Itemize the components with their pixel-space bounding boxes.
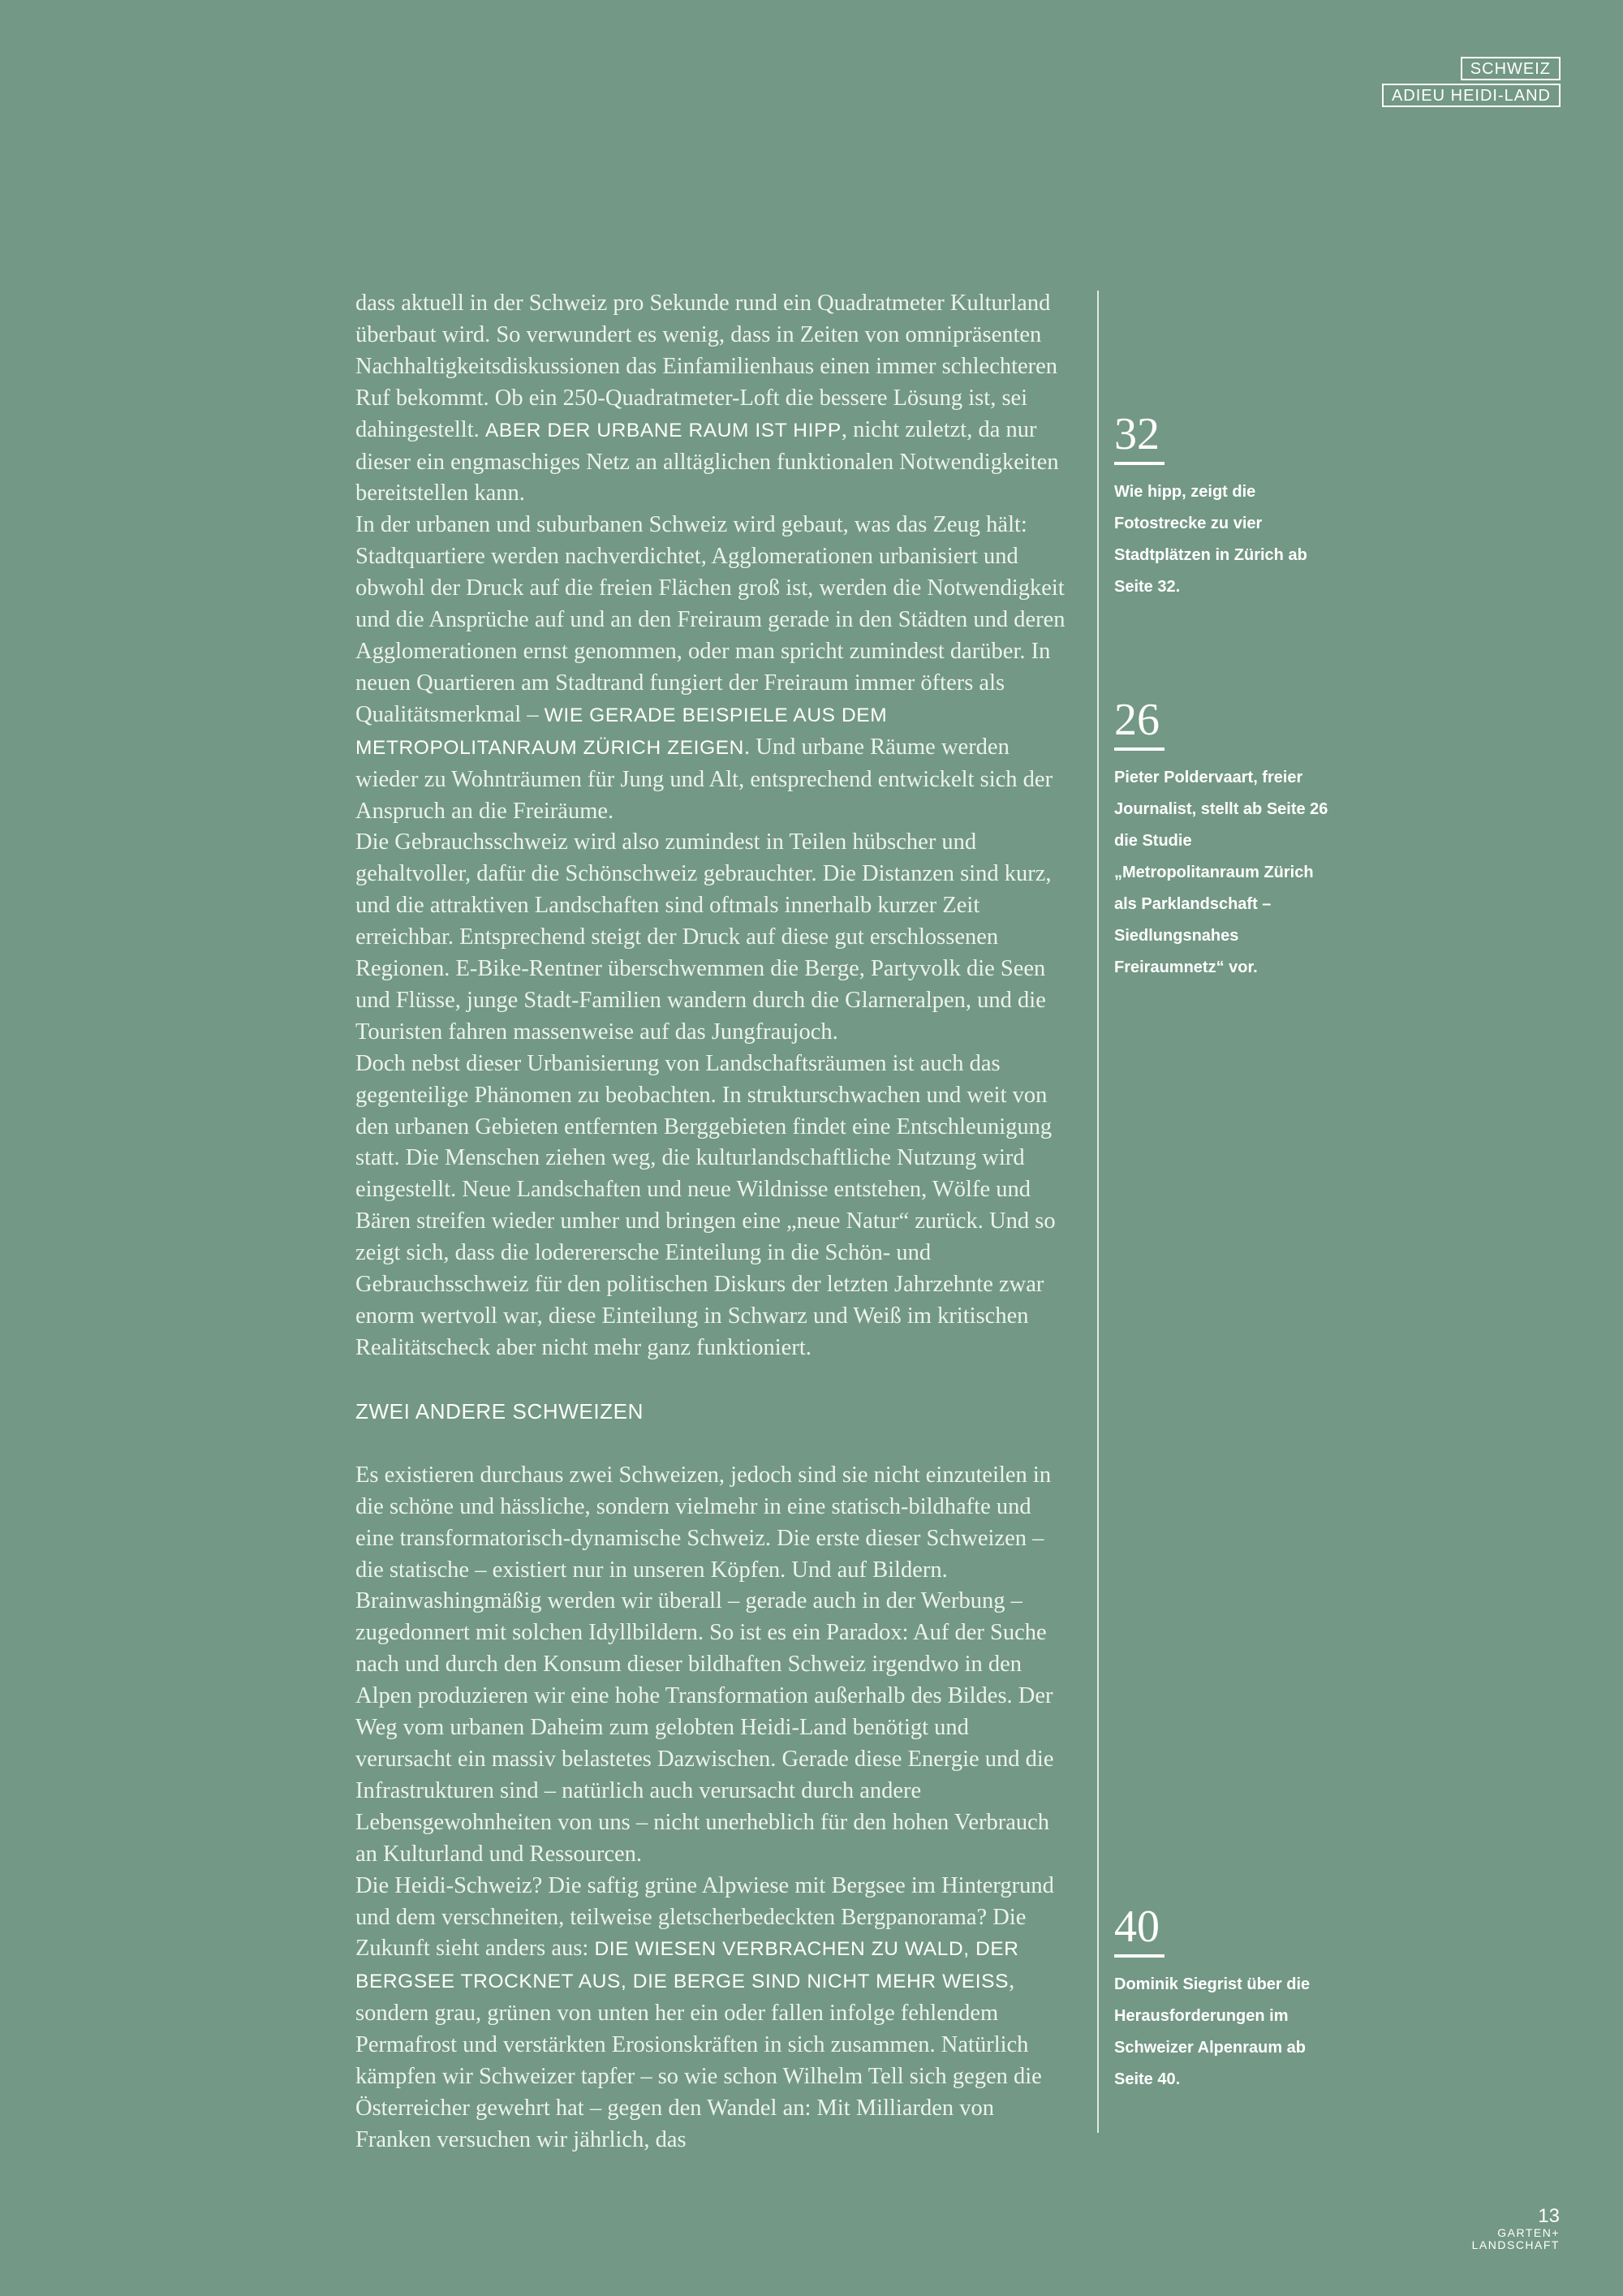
page-footer: [1472, 2206, 1560, 2251]
ref-page-number: 26: [1114, 695, 1160, 745]
article-body: [355, 288, 1070, 2156]
ref-underline: [1114, 1954, 1165, 1958]
ref-text: Wie hipp, zeigt die Fotostrecke zu vier Stadtplätzen in Zürich ab Seite 32.: [1114, 483, 1307, 596]
column-divider: [1097, 291, 1099, 2133]
section-tag-country: SCHWEIZ: [1461, 57, 1561, 80]
emphasis-metropolitanraum: WIE GERADE BEISPIELE AUS DEM METROPOLITANRAUM ZÜRICH ZEIGEN: [355, 704, 888, 759]
ref-page-number: 32: [1114, 409, 1160, 459]
ref-underline: [1114, 462, 1165, 465]
sidebar-ref-32: [1114, 410, 1333, 603]
magazine-name-line2: LANDSCHAFT: [1471, 2238, 1560, 2251]
paragraph-2: In der urbanen und suburbanen Schweiz wird gebaut, was das Zeug hält: Stadtquartiere werden nachverdichtet, Agglomerationen urbanisiert und obwohl der Druck auf die freien Flächen groß ist, werden die Notwendigkeit und die Ansprüche auf und an den Freiraum gerade in den Städten und deren Agglomerationen ernst genommen, oder man spricht zumindest darüber. In neuen Quartieren am Stadtrand fungiert der Freiraum immer öfters als Qualitätsmerkmal – WIE GERADE BEISPIELE AUS DEM METROPOLITANRAUM ZÜRICH ZEIGEN. Und urbane Räume werden wieder zu Wohnträumen für Jung und Alt, entsprechend entwickelt sich der Anspruch an die Freiräume.: [355, 512, 1065, 824]
ref-page-number: 40: [1114, 1902, 1160, 1952]
ref-underline: [1114, 747, 1165, 751]
page-number: 13: [1538, 2205, 1560, 2227]
ref-text: Pieter Poldervaart, freier Journalist, stellt ab Seite 26 die Studie „Metropolitanraum Zürich als Parklandschaft – Siedlungsnahes Freiraumnetz“ vor.: [1114, 769, 1328, 976]
emphasis-urbane-raum: ABER DER URBANE RAUM IST HIPP: [484, 419, 842, 442]
section-heading: ZWEI ANDERE SCHWEIZEN: [355, 1398, 644, 1424]
emphasis-wiesen: DIE WIESEN VERBRACHEN ZU WALD, DER BERGSEE TROCKNET AUS, DIE BERGE SIND NICHT MEHR WEISS: [355, 1938, 1019, 1993]
paragraph-3: Die Gebrauchsschweiz wird also zumindest in Teilen hübscher und gehaltvoller, dafür die Schönschweiz gebrauchter. Die Distanzen sind kurz, und die attraktiven Landschaften sind oftmals innerhalb kurzer Zeit erreichbar. Entsprechend steigt der Druck auf diese gut erschlossenen Regionen. E-Bike-Rentner überschwemmen die Berge, Partyvolk die Seen und Flüsse, junge Stadt-Familien wandern durch die Glarneralpen, und die Touristen fahren massenweise auf das Jungfraujoch.: [355, 829, 1052, 1045]
ref-text: Dominik Siegrist über die Herausforderungen im Schweizer Alpenraum ab Seite 40.: [1114, 1975, 1311, 2088]
paragraph-1: dass aktuell in der Schweiz pro Sekunde rund ein Quadratmeter Kulturland überbaut wird. So verwundert es wenig, dass in Zeiten von omnipräsenten Nachhaltigkeitsdiskussionen das Einfamilienhaus einen immer schlechteren Ruf bekommt. Ob ein 250-Quadratmeter-Loft die bessere Lösung ist, sei dahingestellt. ABER DER URBANE RAUM IST HIPP, nicht zuletzt, da nur dieser ein engmaschiges Netz an alltäglichen funktionalen Notwendigkeiten bereitstellen kann.: [355, 291, 1059, 506]
sidebar-ref-26: [1114, 696, 1333, 984]
sidebar-ref-40: [1114, 1902, 1333, 2096]
section-tag-topic: ADIEU HEIDI-LAND: [1382, 84, 1561, 107]
paragraph-4: Doch nebst dieser Urbanisierung von Landschaftsräumen ist auch das gegenteilige Phänomen zu beobachten. In strukturschwachen und weit von den urbanen Gebieten entfernten Berggebieten findet eine Entschleunigung statt. Die Menschen ziehen weg, die kulturlandschaftliche Nutzung wird eingestellt. Neue Landschaften und neue Wildnisse entstehen, Wölfe und Bären streifen wieder umher und bringen eine „neue Natur“ zurück. Und so zeigt sich, dass die lodererersche Einteilung in die Schön- und Gebrauchsschweiz für den politischen Diskurs der letzten Jahrzehnte zwar enorm wertvoll war, diese Einteilung in Schwarz und Weiß im kritischen Realitätscheck aber nicht mehr ganz funktioniert.: [355, 1050, 1056, 1360]
paragraph-5: Es existieren durchaus zwei Schweizen, jedoch sind sie nicht einzuteilen in die schöne und hässliche, sondern vielmehr in eine statisch-bildhafte und eine transformatorisch-dynamische Schweiz. Die erste dieser Schweizen – die statische – existiert nur in unseren Köpfen. Und auf Bildern. Brainwashingmäßig werden wir überall – gerade auch in der Werbung – zugedonnert mit solchen Idyllbildern. So ist es ein Paradox: Auf der Suche nach und durch den Konsum dieser bildhaften Schweiz irgendwo in den Alpen produzieren wir eine hohe Transformation außerhalb des Bildes. Der Weg vom urbanen Daheim zum gelobten Heidi-Land benötigt und verursacht ein massiv belastetes Dazwischen. Gerade diese Energie und die Infrastrukturen sind – natürlich auch verursacht durch andere Lebensgewohnheiten von uns – nicht unerheblich für den hohen Verbrauch an Kulturland und Ressourcen.: [355, 1462, 1054, 1867]
magazine-name-line1: GARTEN+: [1497, 2226, 1560, 2239]
paragraph-6: Die Heidi-Schweiz? Die saftig grüne Alpwiese mit Bergsee im Hintergrund und dem verschneiten, teilweise gletscherbedeckten Bergpanorama? Die Zukunft sieht anders aus: DIE WIESEN VERBRACHEN ZU WALD, DER BERGSEE TROCKNET AUS, DIE BERGE SIND NICHT MEHR WEISS, sondern grau, grünen von unten her ein oder fallen infolge fehlendem Permafrost und verstärkten Erosionskräften in sich zusammen. Natürlich kämpfen wir Schweizer tapfer – so wie schon Wilhelm Tell sich gegen die Österreicher gewehrt hat – gegen den Wandel an: Mit Milliarden von Franken versuchen wir jährlich, das: [355, 1872, 1054, 2152]
section-tags: [1382, 57, 1561, 107]
